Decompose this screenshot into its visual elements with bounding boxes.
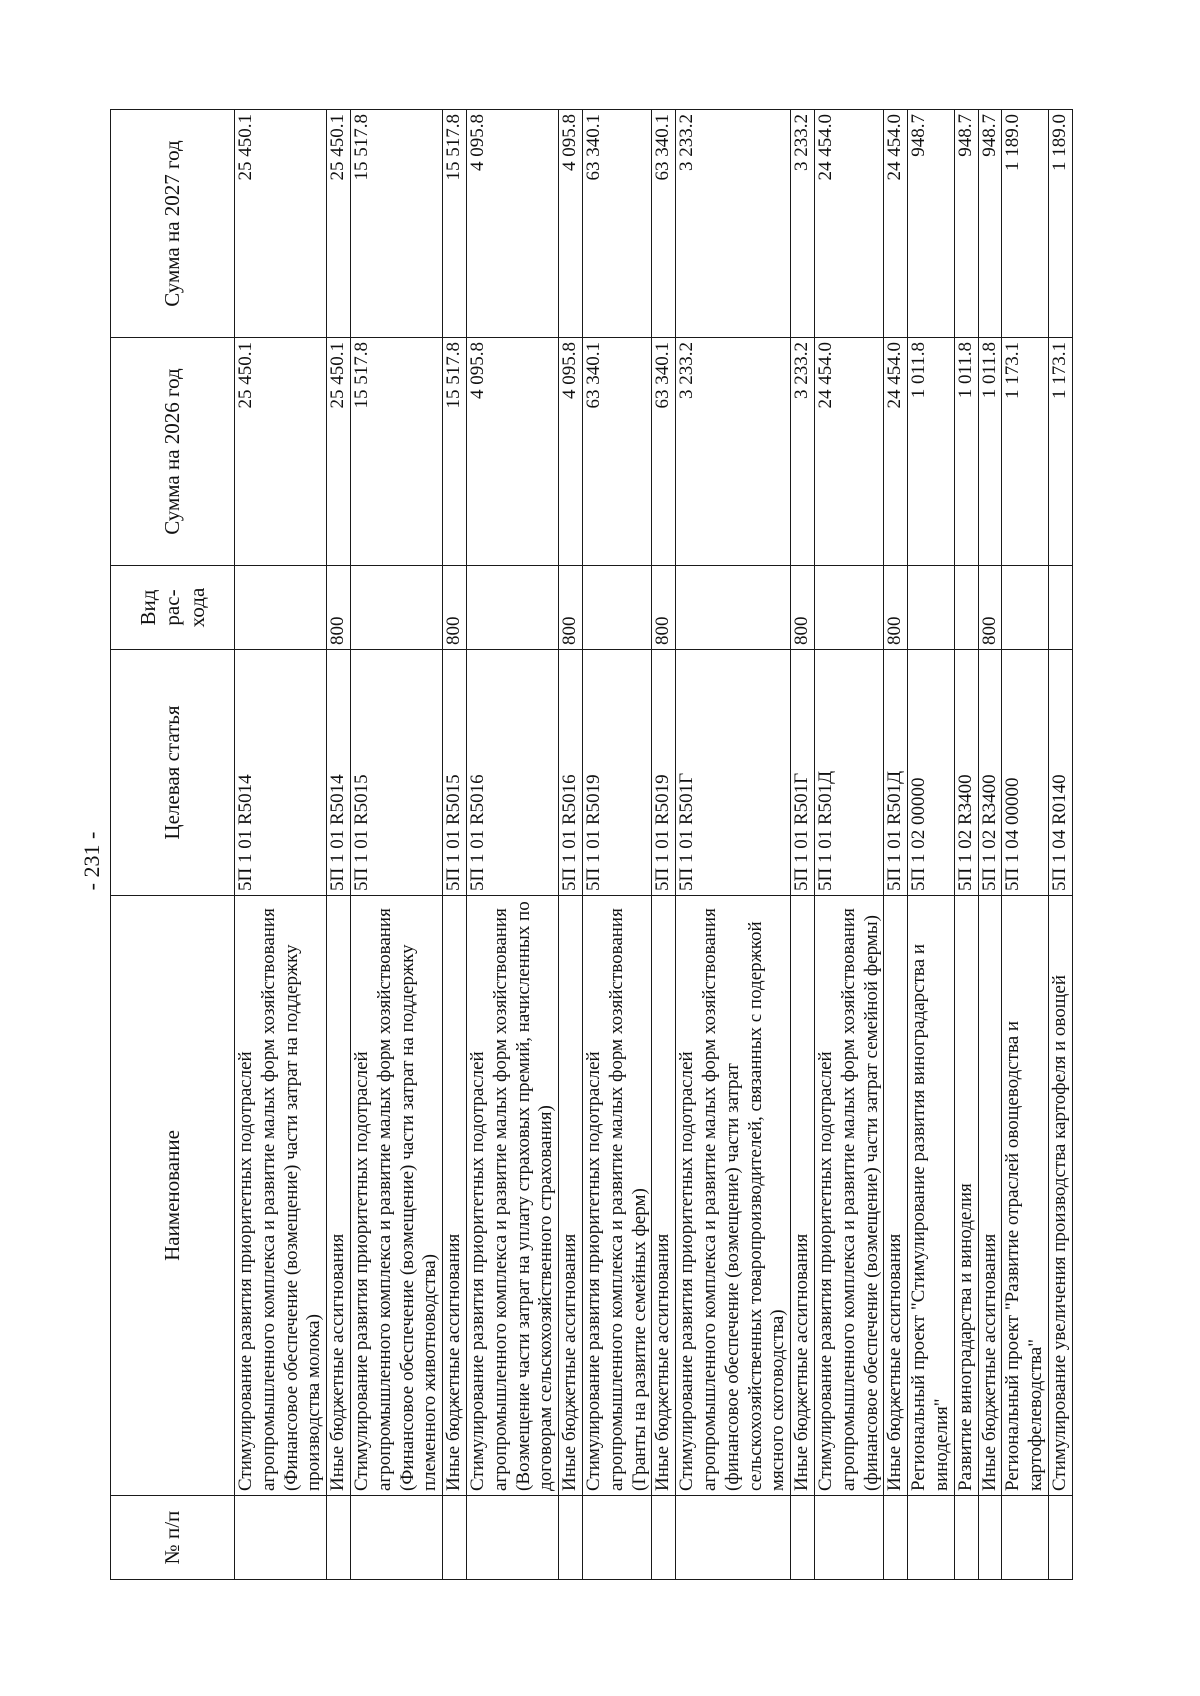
row-sum-2026: 3 233.2 — [791, 338, 815, 566]
row-sum-2027: 63 340.1 — [582, 110, 651, 338]
row-target-article: 5П 1 02 R3400 — [954, 650, 978, 896]
row-name: Стимулирование развития приоритетных подотраслей агропромышленного комплекса и развитие малых форм хозяйствования (финансовое обеспечение (возмещение) части затрат семейной фермы) — [814, 896, 883, 1496]
row-expense-type: 800 — [443, 566, 467, 650]
row-sum-2027: 25 450.1 — [327, 110, 351, 338]
table-row — [235, 110, 327, 1580]
row-sum-2027: 948.7 — [954, 110, 978, 338]
table-row — [791, 110, 815, 1580]
table-row — [466, 110, 558, 1580]
header-name: Наименование — [111, 896, 235, 1496]
row-number — [559, 1496, 583, 1580]
row-sum-2027: 15 517.8 — [443, 110, 467, 338]
row-number — [908, 1496, 955, 1580]
row-sum-2026: 63 340.1 — [652, 338, 676, 566]
row-target-article: 5П 1 01 R5019 — [582, 650, 651, 896]
row-target-article: 5П 1 04 00000 — [1002, 650, 1049, 896]
row-sum-2027: 63 340.1 — [652, 110, 676, 338]
row-sum-2026: 1 011.8 — [954, 338, 978, 566]
row-expense-type — [466, 566, 558, 650]
row-sum-2027: 24 454.0 — [814, 110, 883, 338]
table-row — [327, 110, 351, 1580]
budget-table — [110, 109, 1073, 1580]
row-expense-type — [814, 566, 883, 650]
row-sum-2027: 1 189.0 — [1048, 110, 1072, 338]
page-number: - 231 - — [79, 831, 104, 891]
row-target-article: 5П 1 01 R501Д — [814, 650, 883, 896]
row-number — [814, 1496, 883, 1580]
row-target-article: 5П 1 01 R5019 — [652, 650, 676, 896]
row-sum-2026: 4 095.8 — [466, 338, 558, 566]
row-number — [676, 1496, 791, 1580]
row-name: Иные бюджетные ассигнования — [884, 896, 908, 1496]
header-number: № п/п — [111, 1496, 235, 1580]
row-name: Стимулирование развития приоритетных подотраслей агропромышленного комплекса и развитие малых форм хозяйствования (Финансовое обеспечение (возмещение) части затрат на поддержку племенного животноводства) — [350, 896, 442, 1496]
row-expense-type — [908, 566, 955, 650]
row-expense-type — [350, 566, 442, 650]
table-row — [814, 110, 883, 1580]
row-name: Стимулирование развития приоритетных подотраслей агропромышленного комплекса и развитие малых форм хозяйствования (Возмещение части затрат на уплату страховых премий, начисленных по договорам сельскохозяйственного страхования) — [466, 896, 558, 1496]
row-sum-2026: 24 454.0 — [884, 338, 908, 566]
row-name: Иные бюджетные ассигнования — [652, 896, 676, 1496]
table-container — [110, 110, 1070, 1580]
row-sum-2027: 25 450.1 — [235, 110, 327, 338]
row-name: Региональный проект "Развитие отраслей овощеводства и картофелеводства" — [1002, 896, 1049, 1496]
row-sum-2026: 1 011.8 — [908, 338, 955, 566]
row-name: Иные бюджетные ассигнования — [443, 896, 467, 1496]
row-name: Региональный проект "Стимулирование развития виноградарства и виноделия" — [908, 896, 955, 1496]
row-target-article: 5П 1 01 R5015 — [350, 650, 442, 896]
row-target-article: 5П 1 01 R501Г — [676, 650, 791, 896]
row-name: Стимулирование развития приоритетных подотраслей агропромышленного комплекса и развитие малых форм хозяйствования (финансовое обеспечение (возмещение) части затрат сельскохозяйственных товаропроизводителей, связанных с подержкой мясного скотоводства) — [676, 896, 791, 1496]
table-row — [350, 110, 442, 1580]
row-sum-2026: 1 173.1 — [1048, 338, 1072, 566]
row-sum-2026: 1 173.1 — [1002, 338, 1049, 566]
header-expense-type: Вид рас-хода — [111, 566, 235, 650]
header-sum-2026: Сумма на 2026 год — [111, 338, 235, 566]
row-expense-type: 800 — [791, 566, 815, 650]
row-expense-type — [582, 566, 651, 650]
row-sum-2026: 4 095.8 — [559, 338, 583, 566]
row-expense-type: 800 — [978, 566, 1002, 650]
row-name: Иные бюджетные ассигнования — [791, 896, 815, 1496]
row-number — [652, 1496, 676, 1580]
row-number — [327, 1496, 351, 1580]
row-expense-type — [954, 566, 978, 650]
row-number — [443, 1496, 467, 1580]
table-row — [884, 110, 908, 1580]
row-expense-type: 800 — [327, 566, 351, 650]
header-target-article: Целевая статья — [111, 650, 235, 896]
row-name: Иные бюджетные ассигнования — [327, 896, 351, 1496]
row-expense-type — [1048, 566, 1072, 650]
row-target-article: 5П 1 01 R5016 — [466, 650, 558, 896]
row-name: Иные бюджетные ассигнования — [559, 896, 583, 1496]
header-sum-2027: Сумма на 2027 год — [111, 110, 235, 338]
row-target-article: 5П 1 01 R501Г — [791, 650, 815, 896]
row-number — [791, 1496, 815, 1580]
row-sum-2026: 3 233.2 — [676, 338, 791, 566]
row-target-article: 5П 1 02 00000 — [908, 650, 955, 896]
row-target-article: 5П 1 04 R0140 — [1048, 650, 1072, 896]
row-sum-2026: 1 011.8 — [978, 338, 1002, 566]
row-sum-2026: 15 517.8 — [350, 338, 442, 566]
row-sum-2027: 4 095.8 — [559, 110, 583, 338]
row-expense-type: 800 — [652, 566, 676, 650]
row-number — [954, 1496, 978, 1580]
table-row — [1002, 110, 1049, 1580]
table-row — [559, 110, 583, 1580]
row-name: Стимулирование развития приоритетных подотраслей агропромышленного комплекса и развитие малых форм хозяйствования (Финансовое обеспечение (возмещение) части затрат на поддержку производства молока) — [235, 896, 327, 1496]
row-sum-2027: 1 189.0 — [1002, 110, 1049, 338]
row-target-article: 5П 1 01 R5016 — [559, 650, 583, 896]
row-number — [884, 1496, 908, 1580]
table-row — [954, 110, 978, 1580]
row-expense-type — [1002, 566, 1049, 650]
row-name: Стимулирование развития приоритетных подотраслей агропромышленного комплекса и развитие малых форм хозяйствования (Гранты на развитие семейных ферм) — [582, 896, 651, 1496]
row-number — [1048, 1496, 1072, 1580]
row-sum-2027: 3 233.2 — [676, 110, 791, 338]
row-sum-2027: 948.7 — [978, 110, 1002, 338]
table-row — [1048, 110, 1072, 1580]
row-name: Стимулирование увеличения производства картофеля и овощей — [1048, 896, 1072, 1496]
row-sum-2027: 24 454.0 — [884, 110, 908, 338]
row-target-article: 5П 1 01 R5015 — [443, 650, 467, 896]
table-body — [235, 110, 1073, 1580]
row-expense-type: 800 — [559, 566, 583, 650]
row-sum-2027: 3 233.2 — [791, 110, 815, 338]
row-number — [978, 1496, 1002, 1580]
table-header-row — [111, 110, 235, 1580]
row-target-article: 5П 1 02 R3400 — [978, 650, 1002, 896]
row-target-article: 5П 1 01 R501Д — [884, 650, 908, 896]
row-name: Развитие виноградарства и виноделия — [954, 896, 978, 1496]
row-number — [1002, 1496, 1049, 1580]
row-expense-type: 800 — [884, 566, 908, 650]
row-sum-2027: 948.7 — [908, 110, 955, 338]
table-row — [676, 110, 791, 1580]
table-row — [443, 110, 467, 1580]
row-number — [466, 1496, 558, 1580]
row-sum-2026: 24 454.0 — [814, 338, 883, 566]
row-sum-2026: 15 517.8 — [443, 338, 467, 566]
table-row — [652, 110, 676, 1580]
row-target-article: 5П 1 01 R5014 — [327, 650, 351, 896]
row-sum-2027: 15 517.8 — [350, 110, 442, 338]
row-sum-2026: 25 450.1 — [235, 338, 327, 566]
row-expense-type — [235, 566, 327, 650]
row-sum-2026: 63 340.1 — [582, 338, 651, 566]
row-sum-2026: 25 450.1 — [327, 338, 351, 566]
row-sum-2027: 4 095.8 — [466, 110, 558, 338]
row-number — [235, 1496, 327, 1580]
row-expense-type — [676, 566, 791, 650]
table-row — [908, 110, 955, 1580]
table-row — [582, 110, 651, 1580]
row-number — [350, 1496, 442, 1580]
table-row — [978, 110, 1002, 1580]
row-number — [582, 1496, 651, 1580]
row-name: Иные бюджетные ассигнования — [978, 896, 1002, 1496]
row-target-article: 5П 1 01 R5014 — [235, 650, 327, 896]
